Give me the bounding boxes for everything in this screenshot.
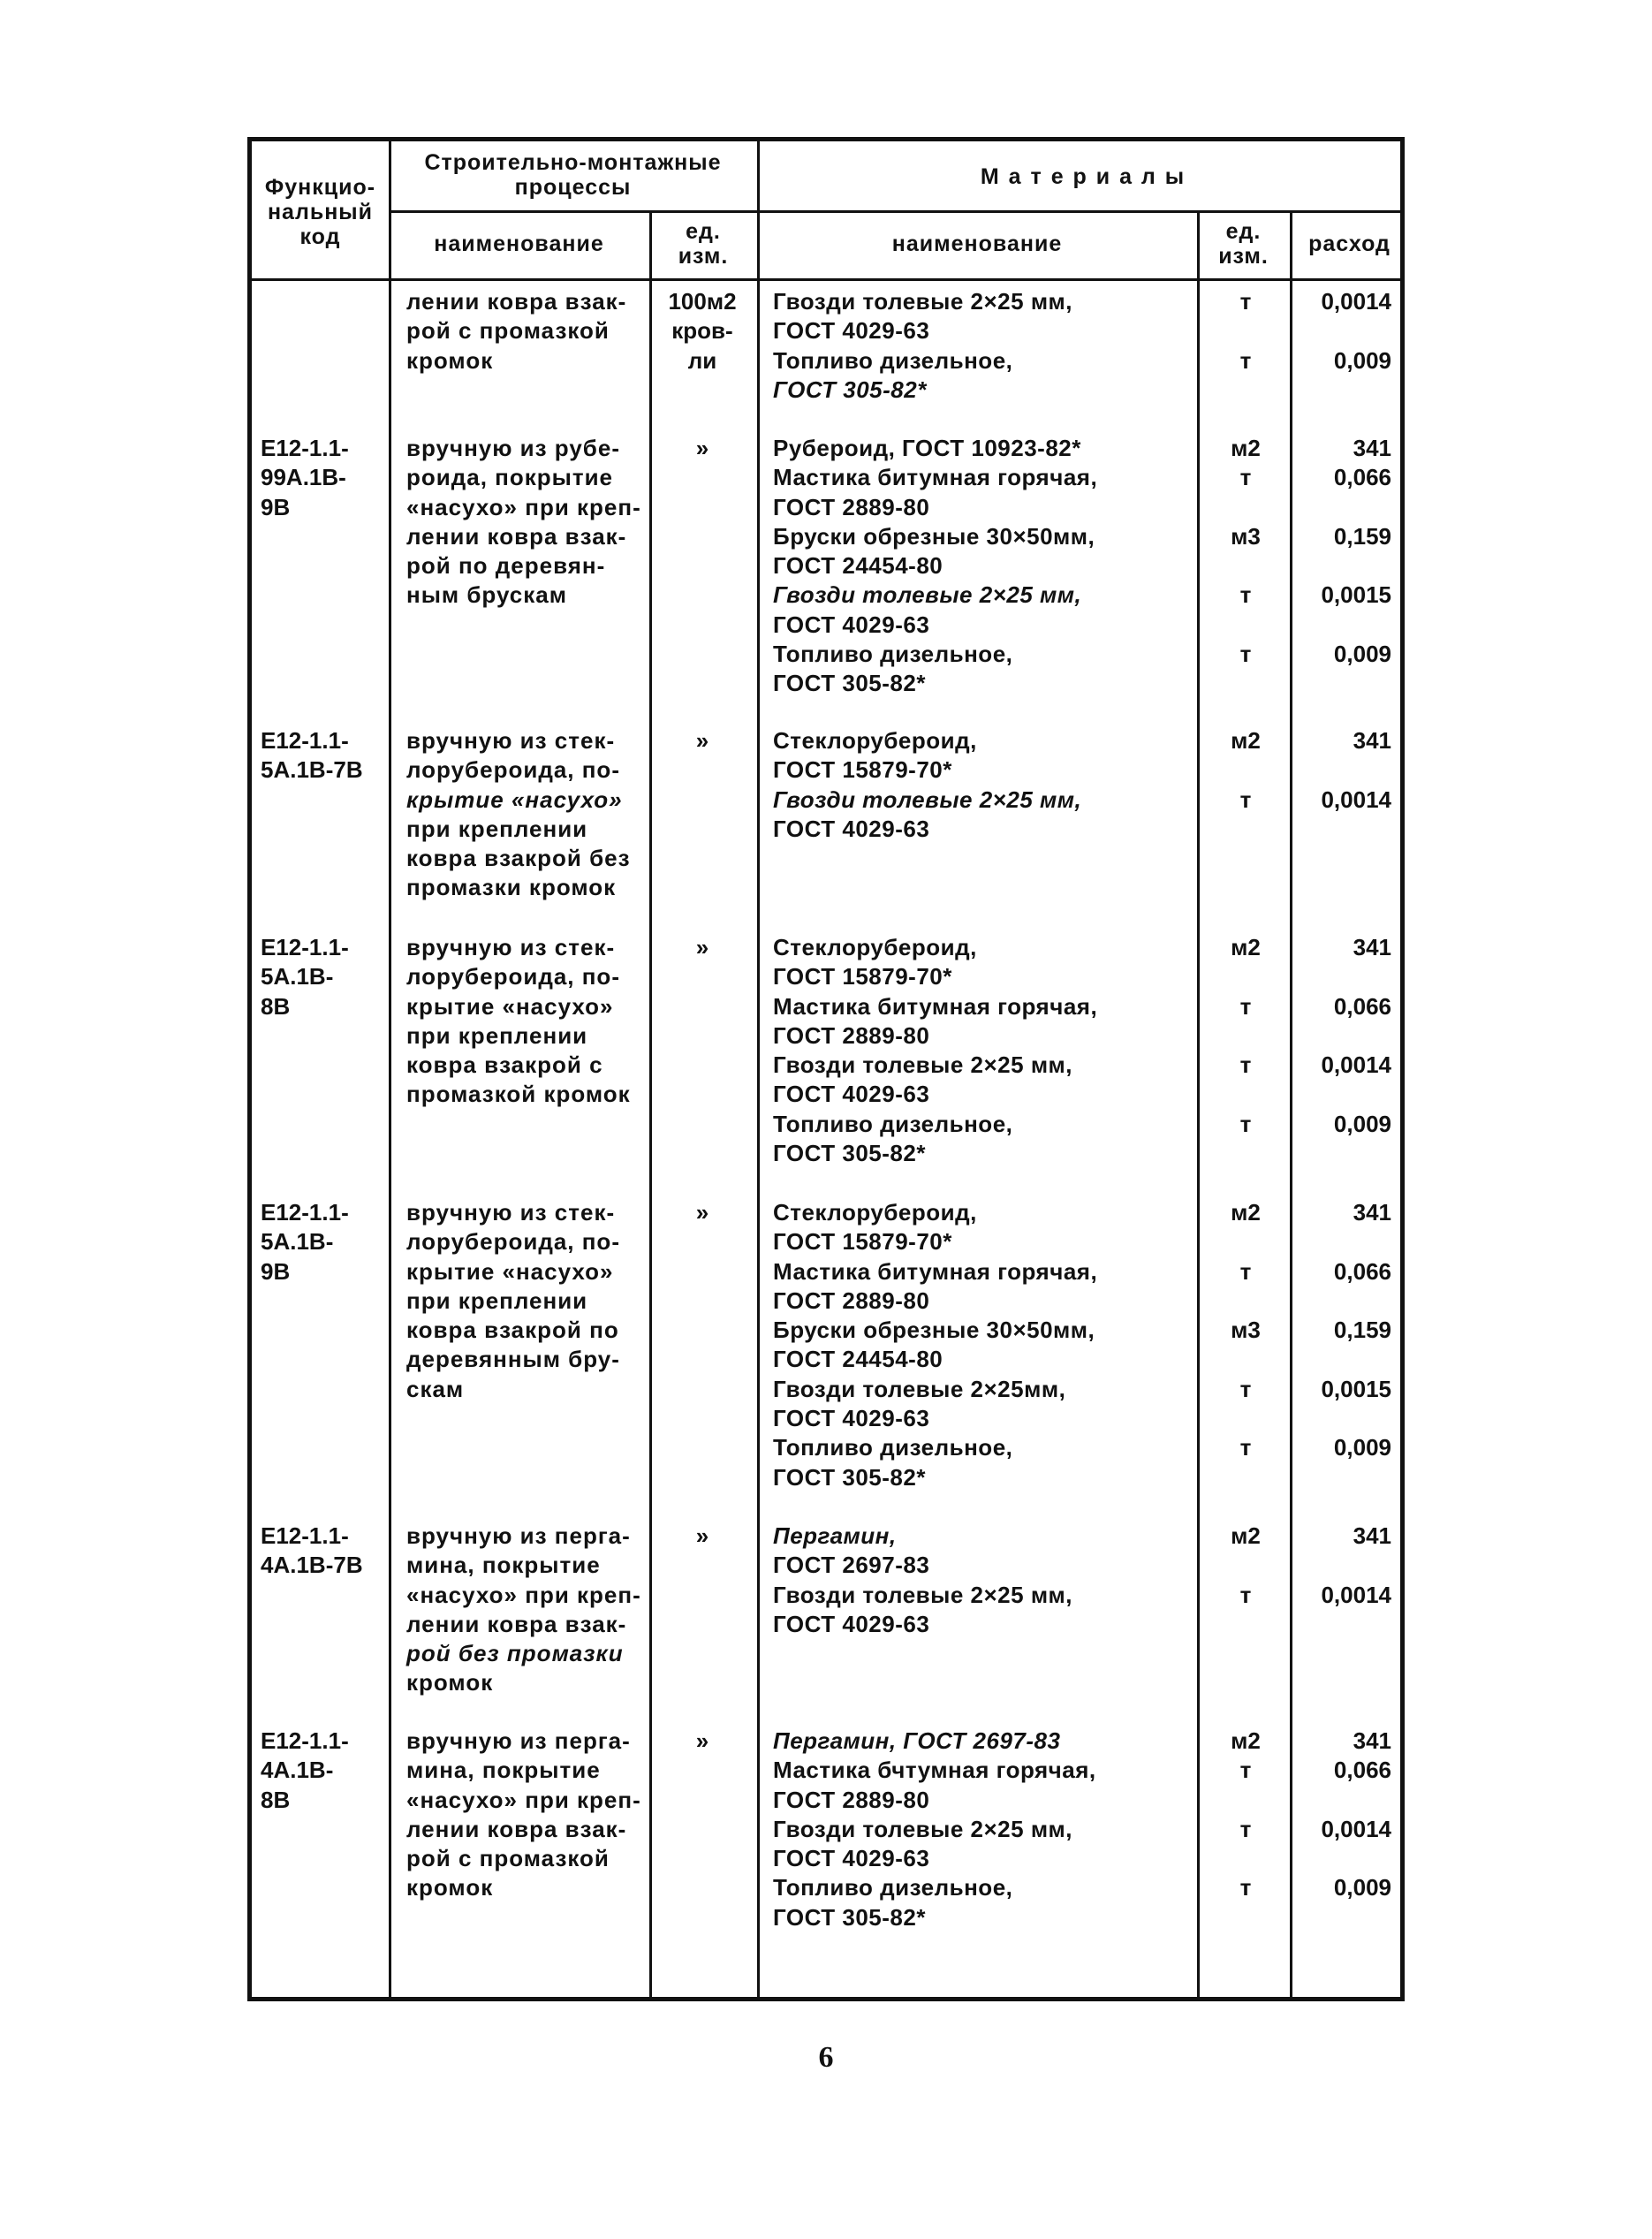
process-name-line: «насухо» при креп- <box>406 1786 641 1813</box>
material-unit-line: т <box>1239 1815 1252 1842</box>
material-unit <box>1201 1727 1290 1932</box>
process-name-line: лорубероида, по- <box>406 756 620 784</box>
process-name <box>406 434 649 611</box>
material-unit-line: т <box>1239 992 1252 1020</box>
material-consumption-line <box>1294 551 1391 581</box>
material-unit-line <box>1201 1080 1290 1109</box>
process-name-line: деревянным бру- <box>406 1346 620 1373</box>
process-name-line: промазкой кромок <box>406 1081 631 1108</box>
material-unit-line: т <box>1239 641 1252 668</box>
functional-code <box>261 1198 384 1286</box>
material-consumption-line <box>1294 669 1391 698</box>
process-name-line: лорубероида, по- <box>406 1228 620 1256</box>
material-unit-line: м2 <box>1231 934 1261 960</box>
material-name-line: Гвозди толевые 2×25 мм, <box>773 786 1082 813</box>
material-unit-line <box>1201 1786 1290 1815</box>
process-unit <box>658 1522 746 1551</box>
functional-code <box>261 1522 384 1581</box>
functional-code-line: 5А.1В-7В <box>261 756 363 784</box>
material-consumption-line: 341 <box>1353 1727 1391 1754</box>
material-unit <box>1201 933 1290 1168</box>
material-unit-line <box>1201 1903 1290 1932</box>
column-rule <box>1197 212 1200 1997</box>
functional-code <box>261 434 384 522</box>
process-name-line: рой по деревян- <box>406 552 606 580</box>
process-unit-line: » <box>695 1727 709 1754</box>
functional-code <box>261 933 384 1021</box>
material-consumption-line <box>1294 493 1391 522</box>
material-consumption-line <box>1294 1286 1391 1316</box>
material-consumption <box>1294 434 1391 699</box>
material-consumption-line <box>1294 611 1391 640</box>
column-rule <box>757 141 760 1997</box>
process-name-line: кромок <box>406 346 494 374</box>
material-consumption-line <box>1294 1345 1391 1374</box>
functional-code <box>261 1727 384 1815</box>
material-consumption-line <box>1294 1227 1391 1256</box>
material-name-line: Пергамин, ГОСТ 2697-83 <box>773 1727 1061 1754</box>
material-consumption-line <box>1294 755 1391 785</box>
functional-code-line: 4А.1В- <box>261 1757 334 1784</box>
material-unit-line <box>1201 1404 1290 1433</box>
material-consumption-line <box>1294 962 1391 991</box>
material-consumption-line <box>1294 1786 1391 1815</box>
material-name-line: Мастика битумная горячая, <box>773 992 1098 1020</box>
functional-code-line: 5А.1В- <box>261 963 334 990</box>
process-name-line: крытие «насухо» <box>406 1257 614 1285</box>
material-consumption-line: 0,066 <box>1333 464 1391 491</box>
material-name-line: ГОСТ 305-82* <box>773 376 927 403</box>
material-unit-line <box>1201 815 1290 844</box>
materials-table <box>247 137 1405 2001</box>
process-name-line: ковра взакрой по <box>406 1317 619 1344</box>
process-unit <box>658 726 746 755</box>
material-name-line: ГОСТ 4029-63 <box>773 815 930 842</box>
material-unit-line: м2 <box>1231 435 1261 461</box>
process-name <box>406 287 649 376</box>
functional-code-line: Е12-1.1- <box>261 1522 349 1549</box>
process-name-line: вручную из перга- <box>406 1522 631 1549</box>
material-consumption-line: 341 <box>1353 727 1391 754</box>
material-unit-line: м2 <box>1231 1727 1261 1754</box>
material-consumption-line: 0,009 <box>1333 1874 1391 1901</box>
process-name-line: вручную из стек- <box>406 727 616 754</box>
material-name-line: ГОСТ 305-82* <box>773 1903 926 1931</box>
material-unit <box>1201 287 1290 405</box>
material-name <box>773 287 1197 405</box>
process-unit-line: » <box>695 435 709 461</box>
material-name-line: Гвозди толевые 2×25 мм, <box>773 1051 1073 1079</box>
process-name-line: лорубероида, по- <box>406 963 620 990</box>
material-name-line: Мастика бчтумная горячая, <box>773 1757 1096 1784</box>
process-unit-line: » <box>695 934 709 960</box>
material-unit-line <box>1201 1844 1290 1873</box>
material-unit-line: т <box>1239 1581 1252 1608</box>
process-name-line: крытие «насухо» <box>406 786 623 813</box>
material-consumption-line: 0,009 <box>1333 1110 1391 1137</box>
material-name-line: Стеклорубероид, <box>773 727 977 754</box>
material-consumption-line <box>1294 815 1391 844</box>
material-name <box>773 933 1197 1168</box>
functional-code-line: 8В <box>261 992 291 1020</box>
process-name <box>406 1727 649 1903</box>
material-unit-line: т <box>1239 346 1252 374</box>
material-consumption-line: 0,066 <box>1333 992 1391 1020</box>
process-name-line: при креплении <box>406 815 588 842</box>
process-name-line: промазки кромок <box>406 874 617 901</box>
material-name-line: Бруски обрезные 30×50мм, <box>773 522 1095 550</box>
material-consumption-line: 0,009 <box>1333 346 1391 374</box>
material-name-line: Топливо дизельное, <box>773 346 1013 374</box>
process-name <box>406 1198 649 1404</box>
material-name-line: Гвозди толевые 2×25 мм, <box>773 288 1073 315</box>
process-unit-line: кров- <box>671 317 733 345</box>
functional-code-line: Е12-1.1- <box>261 1727 349 1754</box>
material-name-line: ГОСТ 15879-70* <box>773 1228 952 1256</box>
process-name-line: кромок <box>406 1874 494 1901</box>
process-name-line: крытие «насухо» <box>406 992 614 1020</box>
material-consumption-line: 0,009 <box>1333 641 1391 668</box>
material-name-line: Топливо дизельное, <box>773 1874 1013 1901</box>
material-name-line: ГОСТ 2889-80 <box>773 1786 930 1813</box>
material-unit-line: т <box>1239 1757 1252 1784</box>
functional-code-line: 9В <box>261 493 291 520</box>
material-name-line: ГОСТ 15879-70* <box>773 963 952 990</box>
material-unit <box>1201 1522 1290 1639</box>
material-unit-line <box>1201 1139 1290 1168</box>
process-name <box>406 933 649 1110</box>
material-name <box>773 726 1197 844</box>
process-name-line: скам <box>406 1375 465 1402</box>
process-unit-line: » <box>695 1522 709 1549</box>
material-unit <box>1201 1198 1290 1492</box>
process-name-line: мина, покрытие <box>406 1552 601 1579</box>
material-consumption-line <box>1294 1080 1391 1109</box>
functional-code-line: Е12-1.1- <box>261 727 349 754</box>
functional-code-line: Е12-1.1- <box>261 934 349 960</box>
material-name-line: ГОСТ 4029-63 <box>773 1845 930 1872</box>
material-unit-line: т <box>1239 288 1252 315</box>
material-consumption-line: 0,066 <box>1333 1257 1391 1285</box>
material-consumption-line <box>1294 1021 1391 1051</box>
process-unit <box>658 287 746 376</box>
material-consumption-line <box>1294 316 1391 345</box>
header-consumption: расход <box>1308 231 1391 256</box>
material-consumption-line: 0,159 <box>1333 1317 1391 1344</box>
material-name-line: Топливо дизельное, <box>773 1434 1013 1461</box>
process-name-line: ным брускам <box>406 581 567 609</box>
functional-code-line: 8В <box>261 1786 291 1813</box>
material-name-line: Гвозди толевые 2×25 мм, <box>773 581 1082 609</box>
material-unit-line: м3 <box>1231 522 1261 550</box>
material-unit-line <box>1201 551 1290 581</box>
column-rule <box>649 212 652 1997</box>
material-name-line: ГОСТ 305-82* <box>773 1463 926 1491</box>
process-name-line: лении ковра взак- <box>406 1610 627 1637</box>
process-name-line: мина, покрытие <box>406 1757 601 1784</box>
process-name-line: лении ковра взак- <box>406 288 627 315</box>
process-name-line: кромок <box>406 1669 494 1696</box>
header-material-unit: ед. изм. <box>1218 219 1269 269</box>
material-name-line: Гвозди толевые 2×25мм, <box>773 1375 1066 1402</box>
functional-code-line: Е12-1.1- <box>261 1199 349 1226</box>
material-unit-line <box>1201 376 1290 405</box>
material-unit-line <box>1201 1227 1290 1256</box>
process-unit <box>658 1198 746 1227</box>
material-consumption <box>1294 287 1391 405</box>
material-consumption-line <box>1294 1610 1391 1639</box>
material-name-line: Топливо дизельное, <box>773 1110 1013 1137</box>
material-consumption-line <box>1294 1903 1391 1932</box>
material-consumption <box>1294 933 1391 1168</box>
material-name-line: Гвозди толевые 2×25 мм, <box>773 1581 1073 1608</box>
functional-code-line: 4А.1В-7В <box>261 1552 363 1579</box>
process-name-line: рой без промазки <box>406 1640 624 1667</box>
material-name-line: ГОСТ 24454-80 <box>773 1346 943 1373</box>
header-func-code: Функцио- нальный код <box>264 175 376 249</box>
material-name-line: Стеклорубероид, <box>773 934 977 960</box>
material-consumption-line: 0,0014 <box>1321 288 1391 315</box>
material-name-line: ГОСТ 4029-63 <box>773 1081 930 1108</box>
material-unit-line: м2 <box>1231 727 1261 754</box>
functional-code-line: 99А.1В- <box>261 464 346 491</box>
material-name-line: Мастика битумная горячая, <box>773 1257 1098 1285</box>
material-name-line: Бруски обрезные 30×50мм, <box>773 1317 1095 1344</box>
material-name-line: ГОСТ 4029-63 <box>773 1610 930 1637</box>
material-consumption-line: 0,0014 <box>1321 786 1391 813</box>
material-unit-line <box>1201 1021 1290 1051</box>
material-unit-line: м2 <box>1231 1522 1261 1549</box>
material-unit-line <box>1201 493 1290 522</box>
material-unit-line: т <box>1239 1051 1252 1079</box>
material-name-line: ГОСТ 4029-63 <box>773 1405 930 1432</box>
material-name-line: Топливо дизельное, <box>773 641 1013 668</box>
material-consumption-line: 0,0015 <box>1321 1375 1391 1402</box>
material-unit-line: т <box>1239 1257 1252 1285</box>
process-name-line: лении ковра взак- <box>406 522 627 550</box>
material-name <box>773 434 1197 699</box>
material-name-line: Стеклорубероид, <box>773 1199 977 1226</box>
process-name-line: вручную из стек- <box>406 934 616 960</box>
process-name-line: при креплении <box>406 1286 588 1314</box>
material-name-line: Пергамин, <box>773 1522 897 1549</box>
material-unit-line: т <box>1239 581 1252 609</box>
material-consumption-line <box>1294 1404 1391 1433</box>
material-consumption-line <box>1294 376 1391 405</box>
material-name-line: ГОСТ 305-82* <box>773 670 926 697</box>
process-unit <box>658 933 746 962</box>
material-consumption-line: 0,0014 <box>1321 1815 1391 1842</box>
material-unit-line <box>1201 962 1290 991</box>
process-name-line: «насухо» при креп- <box>406 493 641 520</box>
material-name-line: ГОСТ 2889-80 <box>773 1286 930 1314</box>
material-consumption-line <box>1294 1844 1391 1873</box>
header-process-name: наименование <box>434 231 604 256</box>
process-name-line: при креплении <box>406 1021 588 1049</box>
material-name-line: ГОСТ 4029-63 <box>773 317 930 345</box>
material-name <box>773 1727 1197 1932</box>
material-name <box>773 1522 1197 1639</box>
material-consumption-line: 0,0015 <box>1321 581 1391 609</box>
process-name-line: рой с промазкой <box>406 1845 610 1872</box>
material-unit-line: м3 <box>1231 1317 1261 1344</box>
header-process-unit: ед. изм. <box>678 219 729 269</box>
material-unit-line <box>1201 1551 1290 1580</box>
material-name-line: ГОСТ 2889-80 <box>773 1021 930 1049</box>
material-name <box>773 1198 1197 1492</box>
material-unit-line: т <box>1239 786 1252 813</box>
process-name-line: вручную из перга- <box>406 1727 631 1754</box>
material-consumption <box>1294 1198 1391 1492</box>
material-consumption-line: 0,0014 <box>1321 1051 1391 1079</box>
material-consumption-line: 0,066 <box>1333 1757 1391 1784</box>
material-consumption-line: 341 <box>1353 1199 1391 1226</box>
material-unit-line <box>1201 669 1290 698</box>
material-unit-line: м2 <box>1231 1199 1261 1226</box>
material-consumption-line: 341 <box>1353 435 1391 461</box>
process-unit-line: ли <box>687 346 717 374</box>
process-name-line: ковра взакрой с <box>406 1051 603 1079</box>
material-unit-line: т <box>1239 1110 1252 1137</box>
material-consumption-line <box>1294 1551 1391 1580</box>
material-consumption-line: 0,0014 <box>1321 1581 1391 1608</box>
process-name-line: рой с промазкой <box>406 317 610 345</box>
material-unit <box>1201 434 1290 699</box>
material-unit-line <box>1201 1345 1290 1374</box>
material-unit-line <box>1201 755 1290 785</box>
process-unit-line: » <box>695 1199 709 1226</box>
header-material-name: наименование <box>891 231 1063 256</box>
process-name <box>406 726 649 903</box>
material-unit-line <box>1201 316 1290 345</box>
process-name-line: лении ковра взак- <box>406 1815 627 1842</box>
functional-code-line: Е12-1.1- <box>261 435 349 461</box>
material-unit-line <box>1201 1286 1290 1316</box>
header-bottom-rule <box>252 278 1400 281</box>
material-unit-line <box>1201 1463 1290 1492</box>
material-unit-line: т <box>1239 1375 1252 1402</box>
column-rule <box>389 141 391 1997</box>
process-name-line: «насухо» при креп- <box>406 1581 641 1608</box>
material-consumption <box>1294 1727 1391 1932</box>
material-consumption-line <box>1294 1463 1391 1492</box>
material-unit-line <box>1201 611 1290 640</box>
column-rule <box>1290 212 1292 1997</box>
material-consumption-line: 341 <box>1353 934 1391 960</box>
material-name-line: Мастика битумная горячая, <box>773 464 1098 491</box>
header-rule <box>389 210 1400 213</box>
material-consumption <box>1294 726 1391 844</box>
material-unit-line: т <box>1239 1874 1252 1901</box>
material-unit-line <box>1201 1610 1290 1639</box>
material-name-line: ГОСТ 2889-80 <box>773 493 930 520</box>
process-name <box>406 1522 649 1698</box>
material-consumption <box>1294 1522 1391 1639</box>
material-consumption-line: 341 <box>1353 1522 1391 1549</box>
process-unit-line: 100м2 <box>668 288 737 315</box>
material-name-line: ГОСТ 24454-80 <box>773 552 943 580</box>
header-materials: М а т е р и а л ы <box>980 164 1186 189</box>
material-name-line: ГОСТ 2697-83 <box>773 1552 930 1579</box>
material-name-line: Рубероид, ГОСТ 10923-82* <box>773 435 1081 461</box>
header-processes: Строительно-монтажные процессы <box>424 150 722 200</box>
material-consumption-line: 0,009 <box>1333 1434 1391 1461</box>
process-name-line: ковра взакрой без <box>406 845 631 872</box>
material-unit <box>1201 726 1290 844</box>
functional-code <box>261 726 384 786</box>
material-consumption-line: 0,159 <box>1333 522 1391 550</box>
material-consumption-line <box>1294 1139 1391 1168</box>
page-number: 6 <box>818 2041 834 2074</box>
material-name-line: ГОСТ 15879-70* <box>773 756 952 784</box>
process-name-line: роида, покрытие <box>406 464 614 491</box>
functional-code-line: 5А.1В- <box>261 1228 334 1256</box>
functional-code-line: 9В <box>261 1257 291 1285</box>
process-unit <box>658 1727 746 1756</box>
material-unit-line: т <box>1239 464 1252 491</box>
process-name-line: вручную из рубе- <box>406 435 620 461</box>
process-name-line: вручную из стек- <box>406 1199 616 1226</box>
material-unit-line: т <box>1239 1434 1252 1461</box>
material-name-line: Гвозди толевые 2×25 мм, <box>773 1815 1073 1842</box>
process-unit-line: » <box>695 727 709 754</box>
process-unit <box>658 434 746 463</box>
material-name-line: ГОСТ 305-82* <box>773 1140 926 1167</box>
material-name-line: ГОСТ 4029-63 <box>773 611 930 638</box>
